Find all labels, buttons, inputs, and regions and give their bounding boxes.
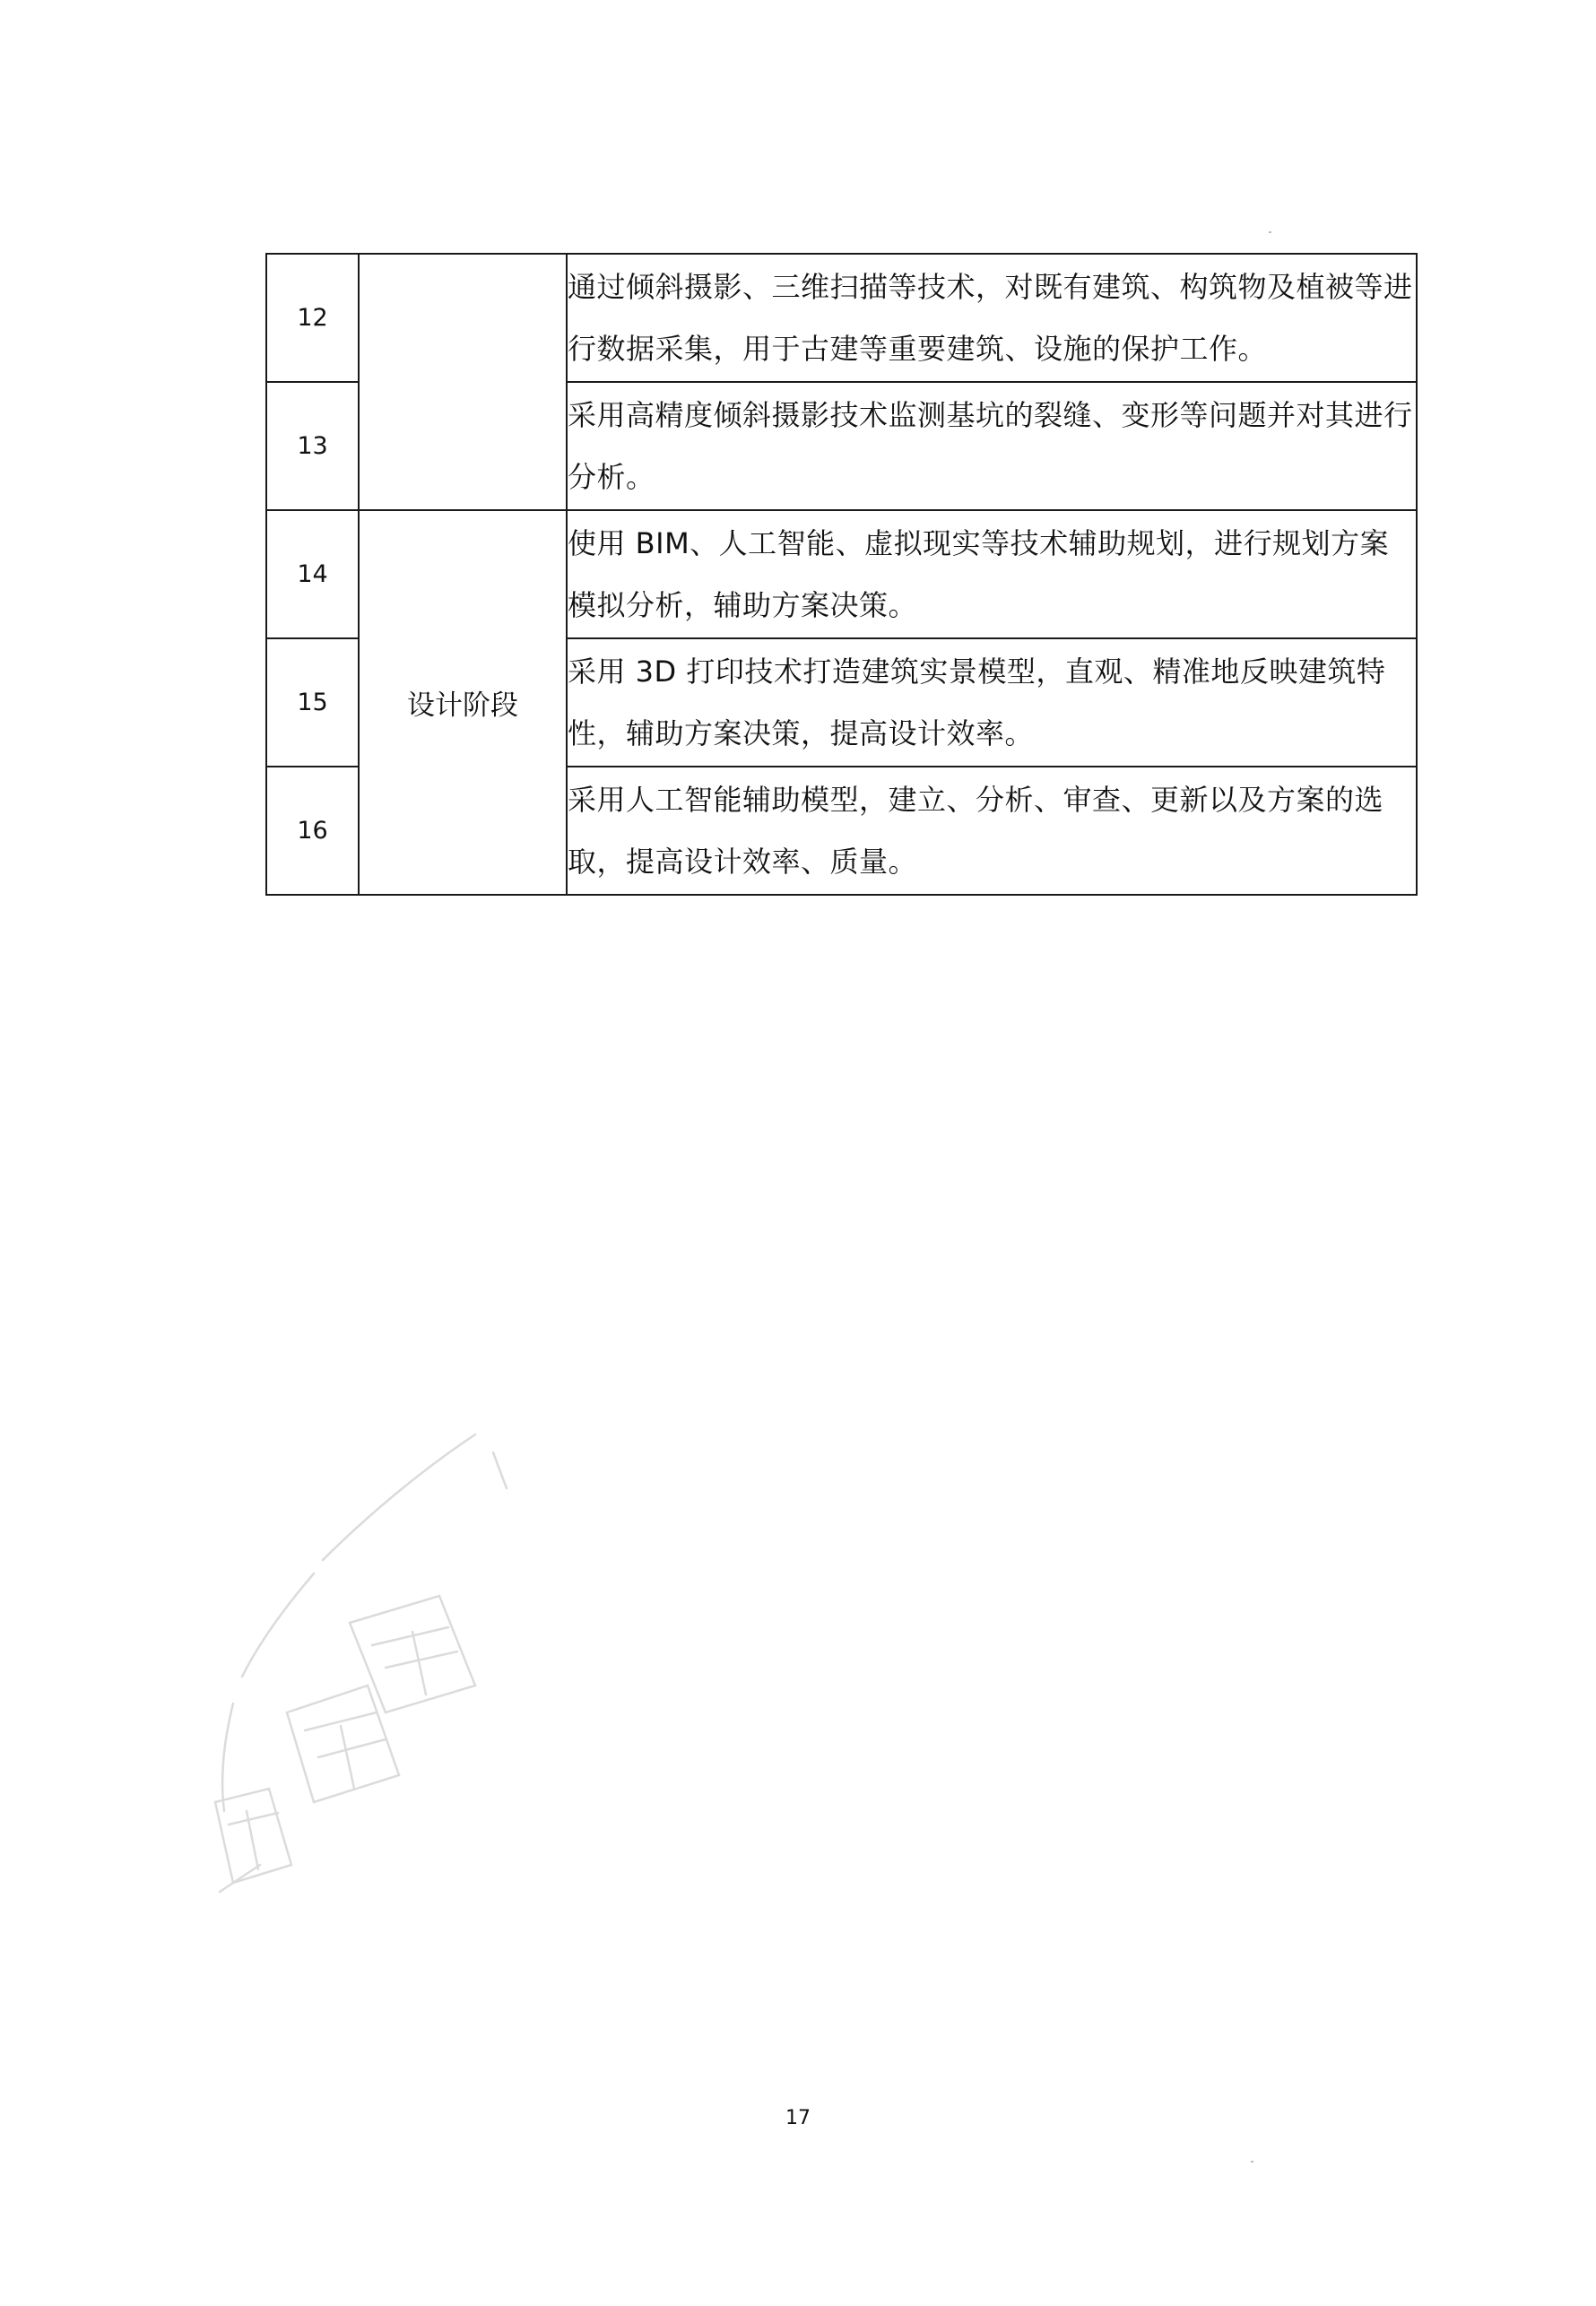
- page-number: 17: [785, 2107, 811, 2129]
- row-number: 13: [266, 382, 359, 510]
- row-number: 14: [266, 510, 359, 638]
- row-description: 使用 BIM、人工智能、虚拟现实等技术辅助规划，进行规划方案模拟分析，辅助方案决策。: [567, 510, 1417, 638]
- stage-cell-empty: [359, 254, 567, 510]
- scan-speck: [1251, 2161, 1253, 2163]
- table-row: [266, 254, 1417, 382]
- row-description: 通过倾斜摄影、三维扫描等技术，对既有建筑、构筑物及植被等进行数据采集，用于古建等重要建筑、设施的保护工作。: [567, 254, 1417, 382]
- table-row: [266, 510, 1417, 638]
- row-number: 12: [266, 254, 359, 382]
- row-description: 采用人工智能辅助模型，建立、分析、审查、更新以及方案的选取，提高设计效率、质量。: [567, 767, 1417, 895]
- scan-speck: [1269, 231, 1271, 233]
- row-description: 采用 3D 打印技术打造建筑实景模型，直观、精准地反映建筑特性，辅助方案决策，提高设计效率。: [567, 638, 1417, 767]
- row-number: 16: [266, 767, 359, 895]
- technology-application-table: [265, 253, 1418, 896]
- faded-seal-stamp-icon: [206, 1417, 547, 1901]
- stage-cell: 设计阶段: [359, 510, 567, 895]
- row-number: 15: [266, 638, 359, 767]
- row-description: 采用高精度倾斜摄影技术监测基坑的裂缝、变形等问题并对其进行分析。: [567, 382, 1417, 510]
